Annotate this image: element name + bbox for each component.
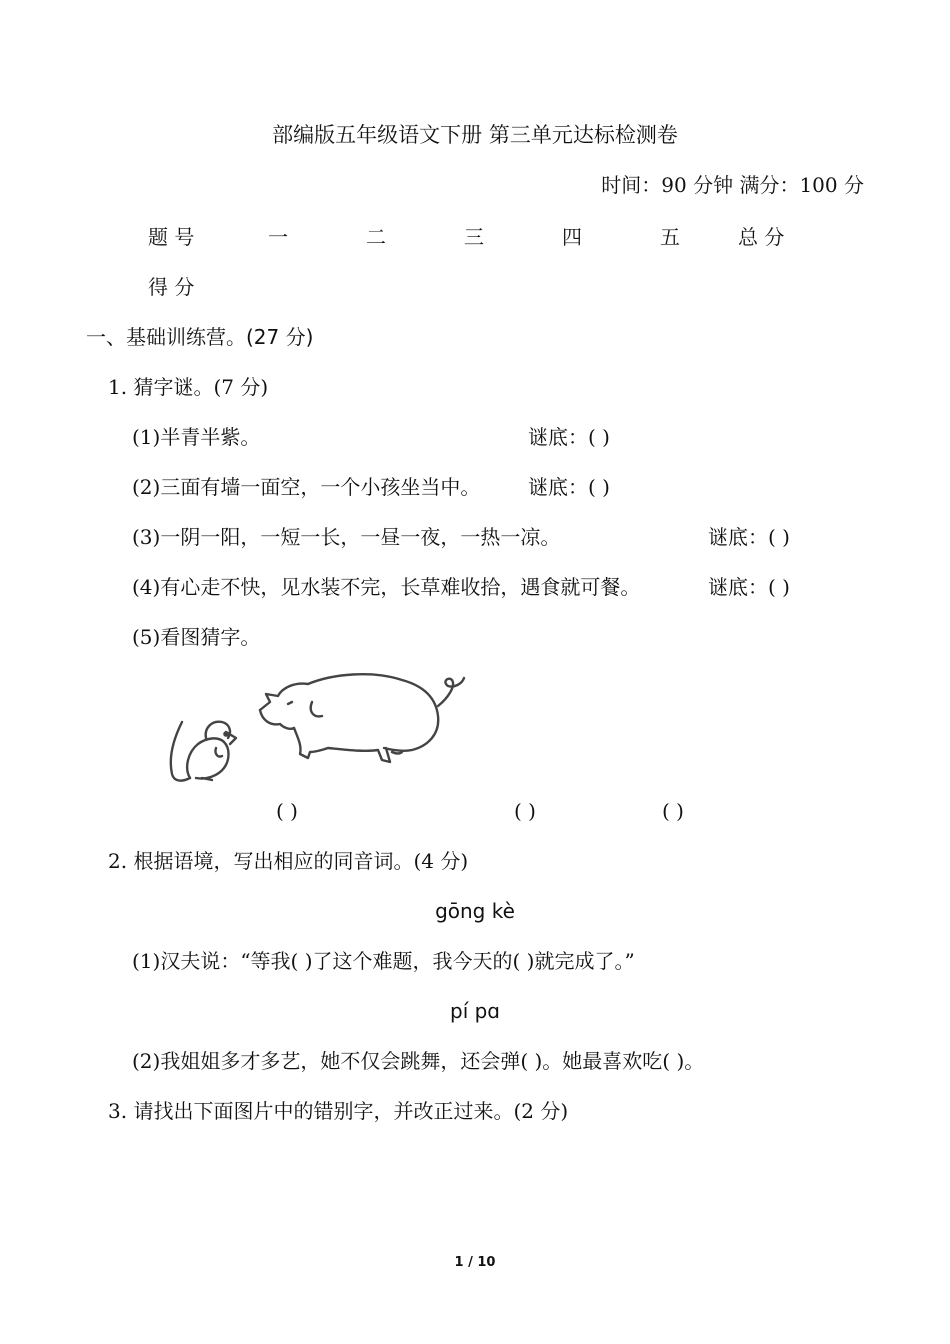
q1-item-4-answer[interactable]: 谜底：( ) <box>708 575 790 599</box>
q2-sentence-2[interactable]: (2)我姐姐多才多艺，她不仅会跳舞，还会弹( )。她最喜欢吃( )。 <box>132 1049 705 1073</box>
q2-pinyin-1: gōng kè <box>435 899 515 923</box>
q1-item-3-answer[interactable]: 谜底：( ) <box>708 525 790 549</box>
page-number: 1 / 10 <box>454 1255 496 1270</box>
q2-heading: 2. 根据语境，写出相应的同音词。(4 分) <box>108 849 469 873</box>
score-header-label: 题 号 <box>148 225 195 249</box>
q1-item-2: (2)三面有墙一面空，一个小孩坐当中。 <box>132 475 481 499</box>
q1-item-3: (3)一阴一阳，一短一长，一昼一夜，一热一凉。 <box>132 525 561 549</box>
q1-item-1: (1)半青半紫。 <box>132 425 261 449</box>
mouse-illustration <box>160 708 250 788</box>
q3-heading: 3. 请找出下面图片中的错别字，并改正过来。(2 分) <box>108 1099 569 1123</box>
score-header-3: 三 <box>464 225 484 249</box>
page-title: 部编版五年级语文下册 第三单元达标检测卷 <box>272 123 678 147</box>
q1-heading: 1. 猜字谜。(7 分) <box>108 375 269 399</box>
q1-item-2-answer[interactable]: 谜底：( ) <box>528 475 610 499</box>
score-header-1: 一 <box>268 225 288 249</box>
score-header-total: 总 分 <box>738 225 785 249</box>
picture-blank-1[interactable]: ( ) <box>276 799 298 823</box>
score-header-4: 四 <box>562 225 582 249</box>
score-header-2: 二 <box>366 225 386 249</box>
section-1-heading: 一、基础训练营。(27 分) <box>86 325 314 349</box>
picture-blank-3[interactable]: ( ) <box>662 799 684 823</box>
q2-pinyin-2: pí pɑ <box>450 999 500 1023</box>
score-row-label: 得 分 <box>148 275 195 299</box>
picture-blank-2[interactable]: ( ) <box>514 799 536 823</box>
q1-item-1-answer[interactable]: 谜底：( ) <box>528 425 610 449</box>
pig-illustration <box>252 668 472 772</box>
q1-item-4: (4)有心走不快，见水装不完，长草难收拾，遇食就可餐。 <box>132 575 641 599</box>
score-header-5: 五 <box>660 225 680 249</box>
q1-item-5: (5)看图猜字。 <box>132 625 261 649</box>
exam-meta: 时间：90 分钟 满分：100 分 <box>601 173 864 197</box>
q2-sentence-1[interactable]: (1)汉夫说：“等我( )了这个难题，我今天的( )就完成了。” <box>132 949 635 973</box>
